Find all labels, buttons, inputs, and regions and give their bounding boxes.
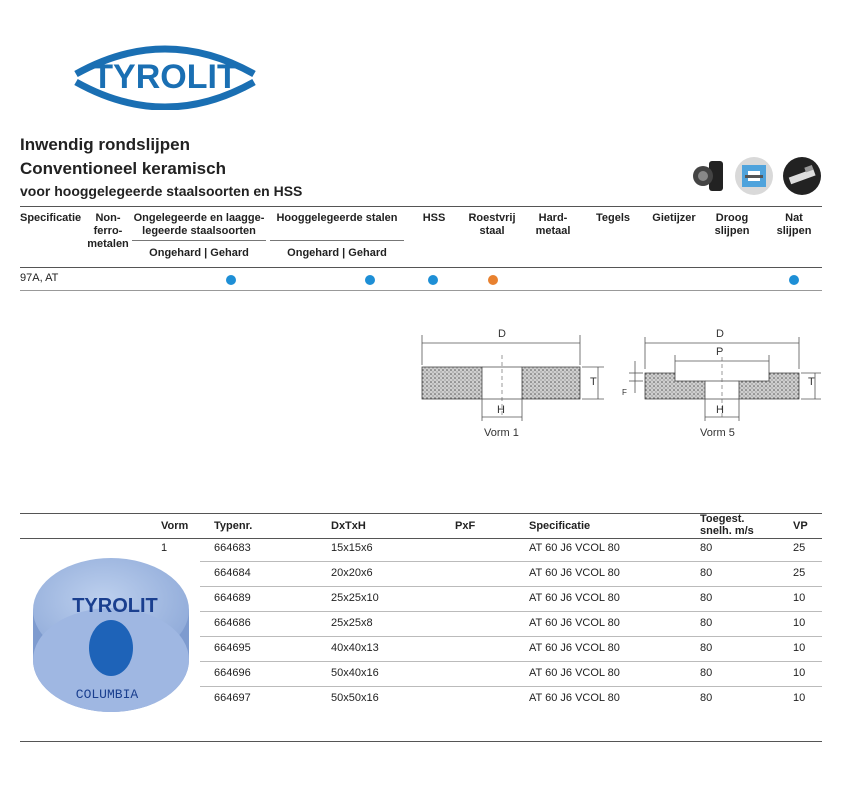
- cell-vp: 10: [793, 642, 806, 654]
- spec-row-label: 97A, AT: [20, 272, 59, 284]
- col-tegels: Tegels: [595, 212, 631, 224]
- row-separator: [200, 611, 822, 612]
- vorm5-f-label: F: [622, 388, 627, 397]
- th-vorm: Vorm: [161, 520, 189, 532]
- col-ongelegeerde-sub: Ongehard | Gehard: [149, 247, 249, 259]
- cell-vp: 10: [793, 667, 806, 679]
- dot-hss: [428, 275, 438, 285]
- cell-speed: 80: [700, 592, 713, 604]
- vorm5-t-label: T: [808, 376, 815, 388]
- col-nonferro: Non- ferro- metalen: [87, 212, 129, 250]
- vorm5-h-label: H: [716, 404, 724, 416]
- product-table-header-rule: [20, 538, 822, 539]
- cell-spec: AT 60 J6 VCOL 80: [529, 642, 620, 654]
- tyrolit-logo: [70, 30, 260, 110]
- ongelegeerde-rule: [132, 240, 266, 241]
- dot-nat-slijpen: [789, 275, 799, 285]
- cell-speed: 80: [700, 542, 713, 554]
- col-hooggelegeerde: Hooggelegeerde stalen: [276, 212, 398, 224]
- cell-dxtxh: 40x40x13: [331, 642, 379, 654]
- cell-speed: 80: [700, 642, 713, 654]
- row-separator: [200, 586, 822, 587]
- cell-vp: 25: [793, 542, 806, 554]
- page-subtitle: Conventioneel keramisch: [20, 159, 226, 178]
- cell-typenr: 664696: [214, 667, 251, 679]
- cell-typenr: 664686: [214, 617, 251, 629]
- th-vp: VP: [793, 520, 808, 532]
- spec-table-top-rule: [20, 206, 822, 207]
- cell-spec: AT 60 J6 VCOL 80: [529, 692, 620, 704]
- cell-dxtxh: 25x25x8: [331, 617, 373, 629]
- grinding-machine-icon: [687, 157, 725, 195]
- cell-spec: AT 60 J6 VCOL 80: [529, 542, 620, 554]
- cell-speed: 80: [700, 617, 713, 629]
- hss-tool-icon: [783, 157, 821, 195]
- hooggelegeerde-rule: [270, 240, 404, 241]
- cell-dxtxh: 15x15x6: [331, 542, 373, 554]
- vorm1-h-label: H: [497, 404, 505, 416]
- th-specificatie: Specificatie: [529, 520, 591, 532]
- cell-speed: 80: [700, 667, 713, 679]
- cell-spec: AT 60 J6 VCOL 80: [529, 667, 620, 679]
- diagram-vorm-1: [410, 325, 610, 440]
- col-roestvrij: Roestvrij staal: [468, 212, 516, 237]
- cell-dxtxh: 50x40x16: [331, 667, 379, 679]
- cell-typenr: 664695: [214, 642, 251, 654]
- cell-speed: 80: [700, 692, 713, 704]
- row-separator: [200, 636, 822, 637]
- vorm5-d-label: D: [716, 328, 724, 340]
- vorm1-t-label: T: [590, 376, 597, 388]
- dot-hooggelegeerde-gehard: [365, 275, 375, 285]
- dot-roestvrij: [488, 275, 498, 285]
- diagram-vorm-5: [625, 325, 825, 440]
- row-separator: [200, 661, 822, 662]
- col-nat: Nat slijpen: [776, 212, 812, 237]
- col-droog: Droog slijpen: [714, 212, 750, 237]
- col-gietijzer: Gietijzer: [652, 212, 696, 224]
- application-icons: [687, 157, 821, 195]
- th-dxtxh: DxTxH: [331, 520, 366, 532]
- internal-grinding-icon: [735, 157, 773, 195]
- cell-typenr: 664697: [214, 692, 251, 704]
- cell-dxtxh: 20x20x6: [331, 567, 373, 579]
- cell-dxtxh: 50x50x16: [331, 692, 379, 704]
- cell-vp: 25: [793, 567, 806, 579]
- cell-vorm: 1: [161, 542, 168, 554]
- logo-text: TYROLIT: [92, 58, 238, 96]
- cell-typenr: 664684: [214, 567, 251, 579]
- vorm1-d-label: D: [498, 328, 506, 340]
- col-hardmetaal: Hard- metaal: [535, 212, 571, 237]
- th-toegest: Toegest.: [700, 513, 745, 525]
- cell-spec: AT 60 J6 VCOL 80: [529, 617, 620, 629]
- wheel-brand-text: TYROLIT: [72, 595, 158, 617]
- vorm5-label: Vorm 5: [700, 427, 735, 439]
- cell-vp: 10: [793, 592, 806, 604]
- col-hooggelegeerde-sub: Ongehard | Gehard: [287, 247, 387, 259]
- row-separator: [200, 686, 822, 687]
- th-pxf: PxF: [455, 520, 476, 532]
- col-ongelegeerde: Ongelegeerde en laagge- legeerde staalsoorten: [133, 212, 265, 237]
- page-title: Inwendig rondslijpen: [20, 135, 190, 154]
- cell-typenr: 664683: [214, 542, 251, 554]
- row-separator: [200, 561, 822, 562]
- col-specificatie: Specificatie: [20, 212, 82, 224]
- spec-table-header-rule: [20, 267, 822, 268]
- th-typenr: Typenr.: [214, 520, 253, 532]
- cell-vp: 10: [793, 617, 806, 629]
- cell-spec: AT 60 J6 VCOL 80: [529, 567, 620, 579]
- col-hss: HSS: [422, 212, 446, 224]
- dot-ongelegeerde-gehard: [226, 275, 236, 285]
- grinding-wheel-photo: [25, 548, 197, 720]
- spec-table-bottom-rule: [20, 290, 822, 291]
- cell-typenr: 664689: [214, 592, 251, 604]
- vorm5-p-label: P: [716, 346, 724, 358]
- wheel-columbia-text: COLUMBIA: [75, 687, 139, 702]
- th-snelheid: snelh. m/s: [700, 525, 754, 537]
- vorm1-label: Vorm 1: [484, 427, 519, 439]
- cell-dxtxh: 25x25x10: [331, 592, 379, 604]
- cell-vp: 10: [793, 692, 806, 704]
- cell-speed: 80: [700, 567, 713, 579]
- product-table-bottom-rule: [20, 741, 822, 742]
- page-description: voor hooggelegeerde staalsoorten en HSS: [20, 183, 303, 199]
- cell-spec: AT 60 J6 VCOL 80: [529, 592, 620, 604]
